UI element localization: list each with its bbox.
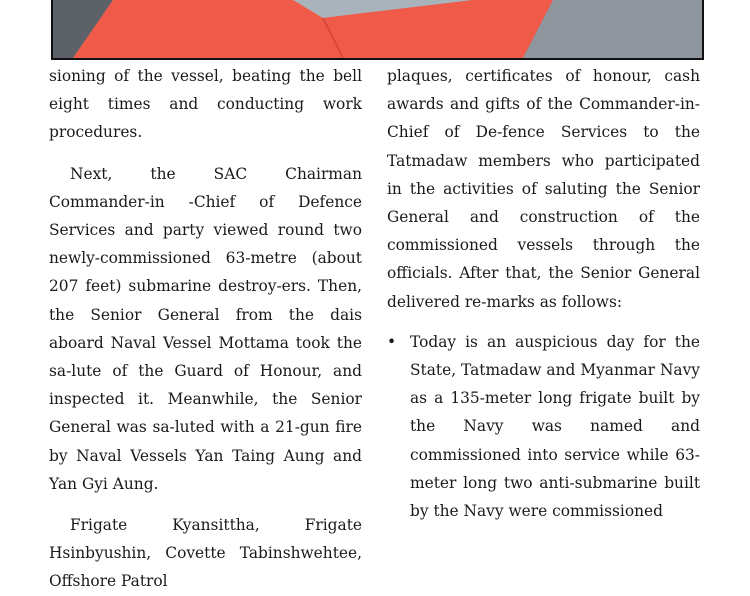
right-column <box>387 62 700 525</box>
bullet-icon: • <box>387 332 397 351</box>
bullet-item-1 <box>387 328 700 525</box>
left-paragraph-3: Frigate Kyansittha, Frigate Hsinbyushin, Covette Tabinshwehtee, Offshore Patrol <box>49 516 362 591</box>
ceremony-photo <box>51 0 704 60</box>
deck-right <box>523 0 702 58</box>
left-paragraph-1: sioning of the vessel, beating the bell eight times and conducting work procedures. <box>49 67 362 142</box>
right-paragraph-1: plaques, certificates of honour, cash awards and gifts of the Commander-in-Chief of De-fence Services to the Tatmadaw members who participated in the activities of saluting the Senior General and construction of the commissioned vessels through the officials. After that, the Senior General delivered re-marks as follows: <box>387 67 700 311</box>
bullet-text-1: Today is an auspicious day for the State, Tatmadaw and Myanmar Navy as a 135-meter long frigate built by the Navy was named and commissioned into service while 63-meter long two anti-submarine built by the Navy were commissioned <box>410 332 700 521</box>
left-paragraph-2: Next, the SAC Chairman Commander-in -Chief of Defence Services and party viewed round two newly-commissioned 63-metre (about 207 feet) submarine destroy-ers. Then, the Senior General from the dais aboard Naval Vessel Mottama took the sa-lute of the Guard of Honour, and inspected it. Meanwhile, the Senior General was sa-luted with a 21-gun fire by Naval Vessels Yan Taing Aung and Yan Gyi Aung. <box>49 164 362 493</box>
ceremony-photo-image <box>53 0 702 58</box>
left-column <box>49 62 362 596</box>
